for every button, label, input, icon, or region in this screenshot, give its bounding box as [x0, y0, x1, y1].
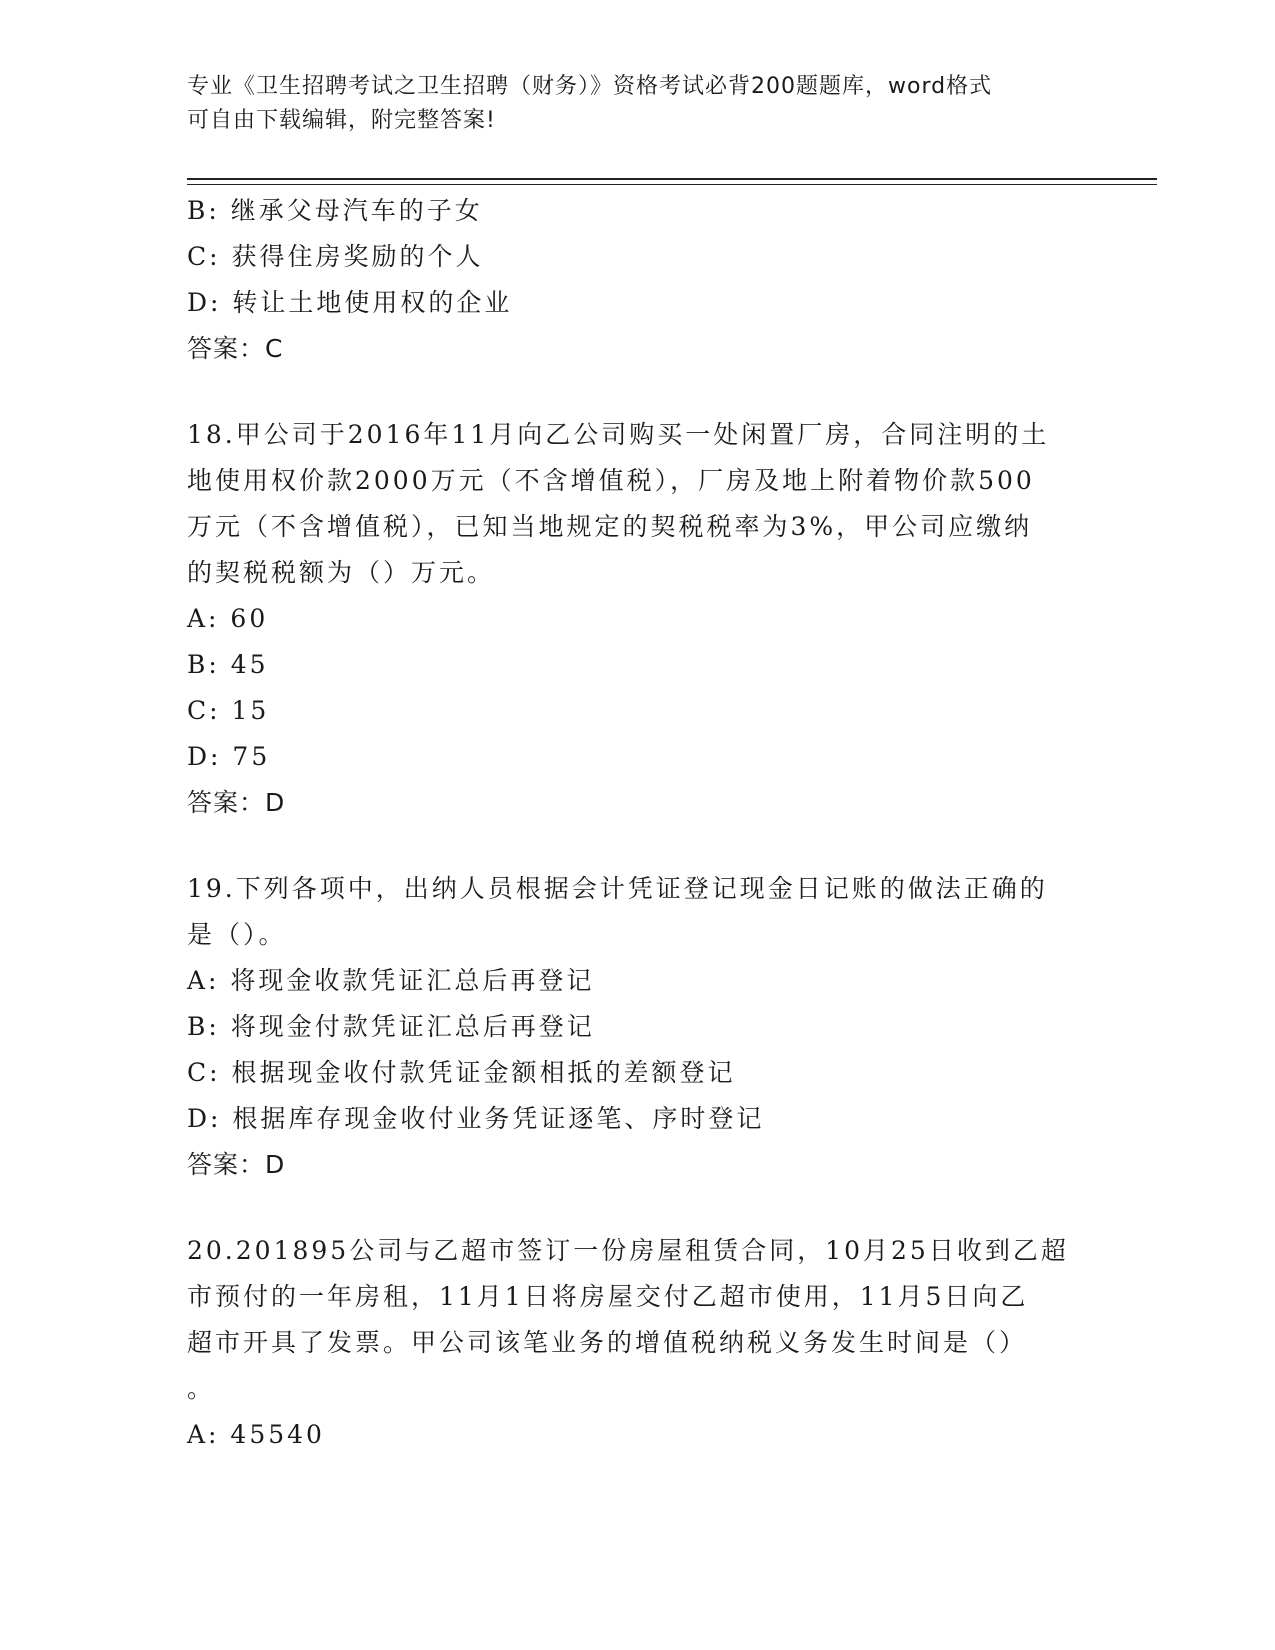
option-d: D: 转让土地使用权的企业: [187, 288, 513, 317]
header-line-1: 专业《卫生招聘考试之卫生招聘（财务）》资格考试必背200题题库，word格式: [187, 74, 993, 99]
option-a: A: 45540: [187, 1420, 325, 1449]
answer: 答案：D: [187, 788, 286, 817]
question-17-tail: [187, 188, 1087, 372]
option-c: C: 获得住房奖励的个人: [187, 242, 484, 271]
question-stem-line: 的契税税额为（）万元。: [187, 558, 496, 587]
option-d: D: 根据库存现金收付业务凭证逐笔、序时登记: [187, 1104, 765, 1133]
question-stem-line: 20.201895公司与乙超市签订一份房屋租赁合同，10月25日收到乙超: [187, 1236, 1069, 1265]
question-stem-line: 地使用权价款2000万元（不含增值税），厂房及地上附着物价款500: [187, 466, 1035, 495]
question-list: [187, 188, 1087, 1458]
question-stem-line: 19.下列各项中，出纳人员根据会计凭证登记现金日记账的做法正确的: [187, 874, 1048, 903]
option-b: B: 将现金付款凭证汇总后再登记: [187, 1012, 595, 1041]
question-19: [187, 866, 1087, 1188]
header-line-2: 可自由下载编辑，附完整答案!: [187, 108, 496, 133]
option-c: C: 15: [187, 696, 270, 725]
question-stem-line: 18.甲公司于2016年11月向乙公司购买一处闲置厂房，合同注明的土: [187, 420, 1050, 449]
question-18: [187, 412, 1087, 826]
answer: 答案：D: [187, 1150, 286, 1179]
option-d: D: 75: [187, 742, 271, 771]
header-rule-thin: [187, 184, 1157, 185]
document-header: [187, 70, 1067, 138]
question-stem-line: 万元（不含增值税），已知当地规定的契税税率为3%，甲公司应缴纳: [187, 512, 1033, 541]
header-rule-thick: [187, 178, 1157, 180]
question-stem-line: 。: [187, 1374, 216, 1403]
answer: 答案：C: [187, 334, 284, 363]
option-b: B: 继承父母汽车的子女: [187, 196, 483, 225]
option-a: A: 60: [187, 604, 269, 633]
option-b: B: 45: [187, 650, 269, 679]
option-c: C: 根据现金收付款凭证金额相抵的差额登记: [187, 1058, 736, 1087]
question-20: [187, 1228, 1087, 1458]
question-stem-line: 超市开具了发票。甲公司该笔业务的增值税纳税义务发生时间是（）: [187, 1328, 1028, 1357]
option-a: A: 将现金收款凭证汇总后再登记: [187, 966, 595, 995]
question-stem-line: 是（）。: [187, 920, 287, 949]
question-stem-line: 市预付的一年房租，11月1日将房屋交付乙超市使用，11月5日向乙: [187, 1282, 1029, 1311]
